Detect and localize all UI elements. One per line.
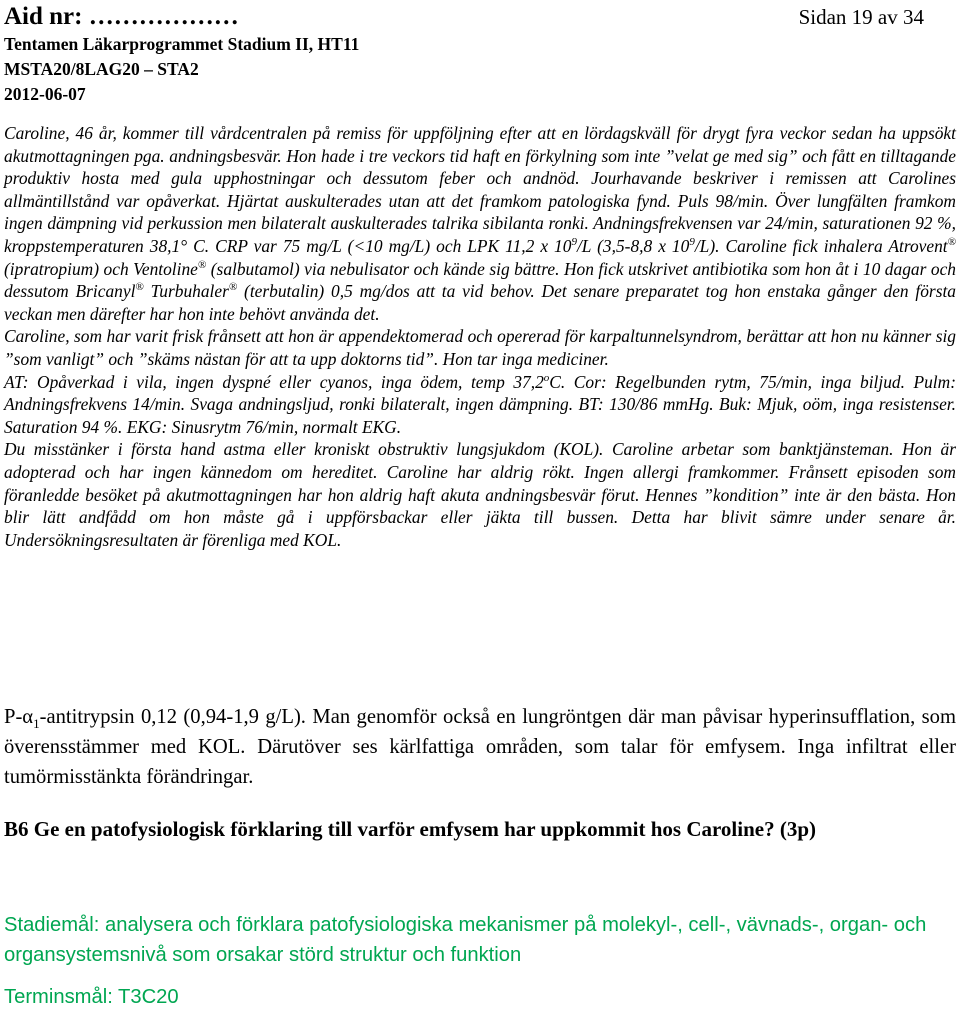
case-description	[4, 122, 956, 551]
case-paragraph-assessment: Du misstänker i första hand astma eller kroniskt obstruktiv lungsjukdom (KOL). Caroline arbetar som banktjänsteman. Hon är adopterad och har ingen kännedom om hereditet. Caroline har aldrig rökt. Ingen allergi framkommer. Frånsett episoden som föranledde besöket på akutmottagningen har hon aldrig haft akuta andningsbesvär förut. Hennes ”kondition” inte är den bästa. Hon blir lätt andfådd om hon måste gå i uppförsbackar eller jäkta till bussen. Detta har blivit sämre under senare år. Undersökningsresultaten är förenliga med KOL.	[4, 439, 956, 550]
question-b6: B6 Ge en patofysiologisk förklaring till varför emfysem har uppkommit hos Caroline? (3p)	[4, 817, 817, 841]
page-header	[4, 2, 924, 107]
lab-results: $P-\alpha_1$-antitrypsin 0,12 (0,94-1,9 g/L). Man genomför också en lungröntgen där man påvisar hyperinsufflation, som överensstämmer med KOL. Därutöver ses kärlfattiga områden, som talar för emfysem. Inga infiltrat eller tumörmisstänkta förändringar.	[4, 706, 956, 788]
exam-title: Tentamen Läkarprogrammet Stadium II, HT11	[4, 34, 360, 54]
term-goal: Terminsmål: T3C20	[4, 986, 179, 1008]
course-code: MSTA20/8LAG20 – STA2	[4, 59, 199, 79]
exam-date: 2012-06-07	[4, 84, 86, 104]
aid-number-label: Aid nr: ………………	[4, 3, 239, 30]
case-paragraph-exam: AT: Opåverkad i vila, ingen dyspné eller cyanos, inga ödem, temp 37,2$^o$C. Cor: Regelbunden rytm, 75/min, inga biljud. Pulm: Andningsfrekvens 14/min. Svaga andningsljud, ronki bilateralt, ingen dämpning. BT: 130/86 mmHg. Buk: Mjuk, oöm, inga resistenser. Saturation 94 %. EKG: Sinusrytm 76/min, normalt EKG.	[4, 371, 956, 437]
case-paragraph-background: Caroline, som har varit frisk frånsett att hon är appendektomerad och opererad för karpaltunnelsyndrom, berättar att hon nu känner sig ”som vanligt” och ”skäms nästan för att ta upp doktorns tid”. Hon tar inga mediciner.	[4, 326, 956, 369]
stage-goal: Stadiemål: analysera och förklara patofysiologiska mekanismer på molekyl-, cell-, vävnads-, organ- och organsystemsnivå som orsakar störd struktur och funktion	[4, 914, 927, 966]
case-paragraph-history: Caroline, 46 år, kommer till vårdcentralen på remiss för uppföljning efter att en lördagskväll för drygt fyra veckor sedan ha uppsökt akutmottagningen pga. andningsbesvär. Hon hade i tre veckors tid haft en förkylning som inte ”velat ge med sig” och fått en tilltagande produktiv hosta med gula upphostningar och dessutom feber och andnöd. Jourhavande beskriver i remissen att Carolines allmäntillstånd var opåverkat. Hjärtat auskulterades utan att det framkom patologiska fynd. Puls 98/min. Över lungfälten framkom ingen dämpning vid perkussion men bilateralt auskulterades talrika sibilanta ronki. Andningsfrekvensen var 24/min, saturationen 92 %, kroppstemperaturen 38,1° C. CRP var 75 mg/L (<10 mg/L) och LPK 11,2 x $10^9/L$ (3,5-8,8 x $10^9/L$). Caroline fick inhalera Atrovent® (ipratropium) och Ventoline® (salbutamol) via nebulisator och kände sig bättre. Hon fick utskrivet antibiotika som hon åt i 10 dagar och dessutom Bricanyl® Turbuhaler® (terbutalin) 0,5 mg/dos att ta vid behov. Det senare preparatet tog hon enstaka gånger den första veckan men därefter har hon inte behövt använda det.	[4, 123, 956, 324]
page-number: Sidan 19 av 34	[798, 5, 924, 29]
